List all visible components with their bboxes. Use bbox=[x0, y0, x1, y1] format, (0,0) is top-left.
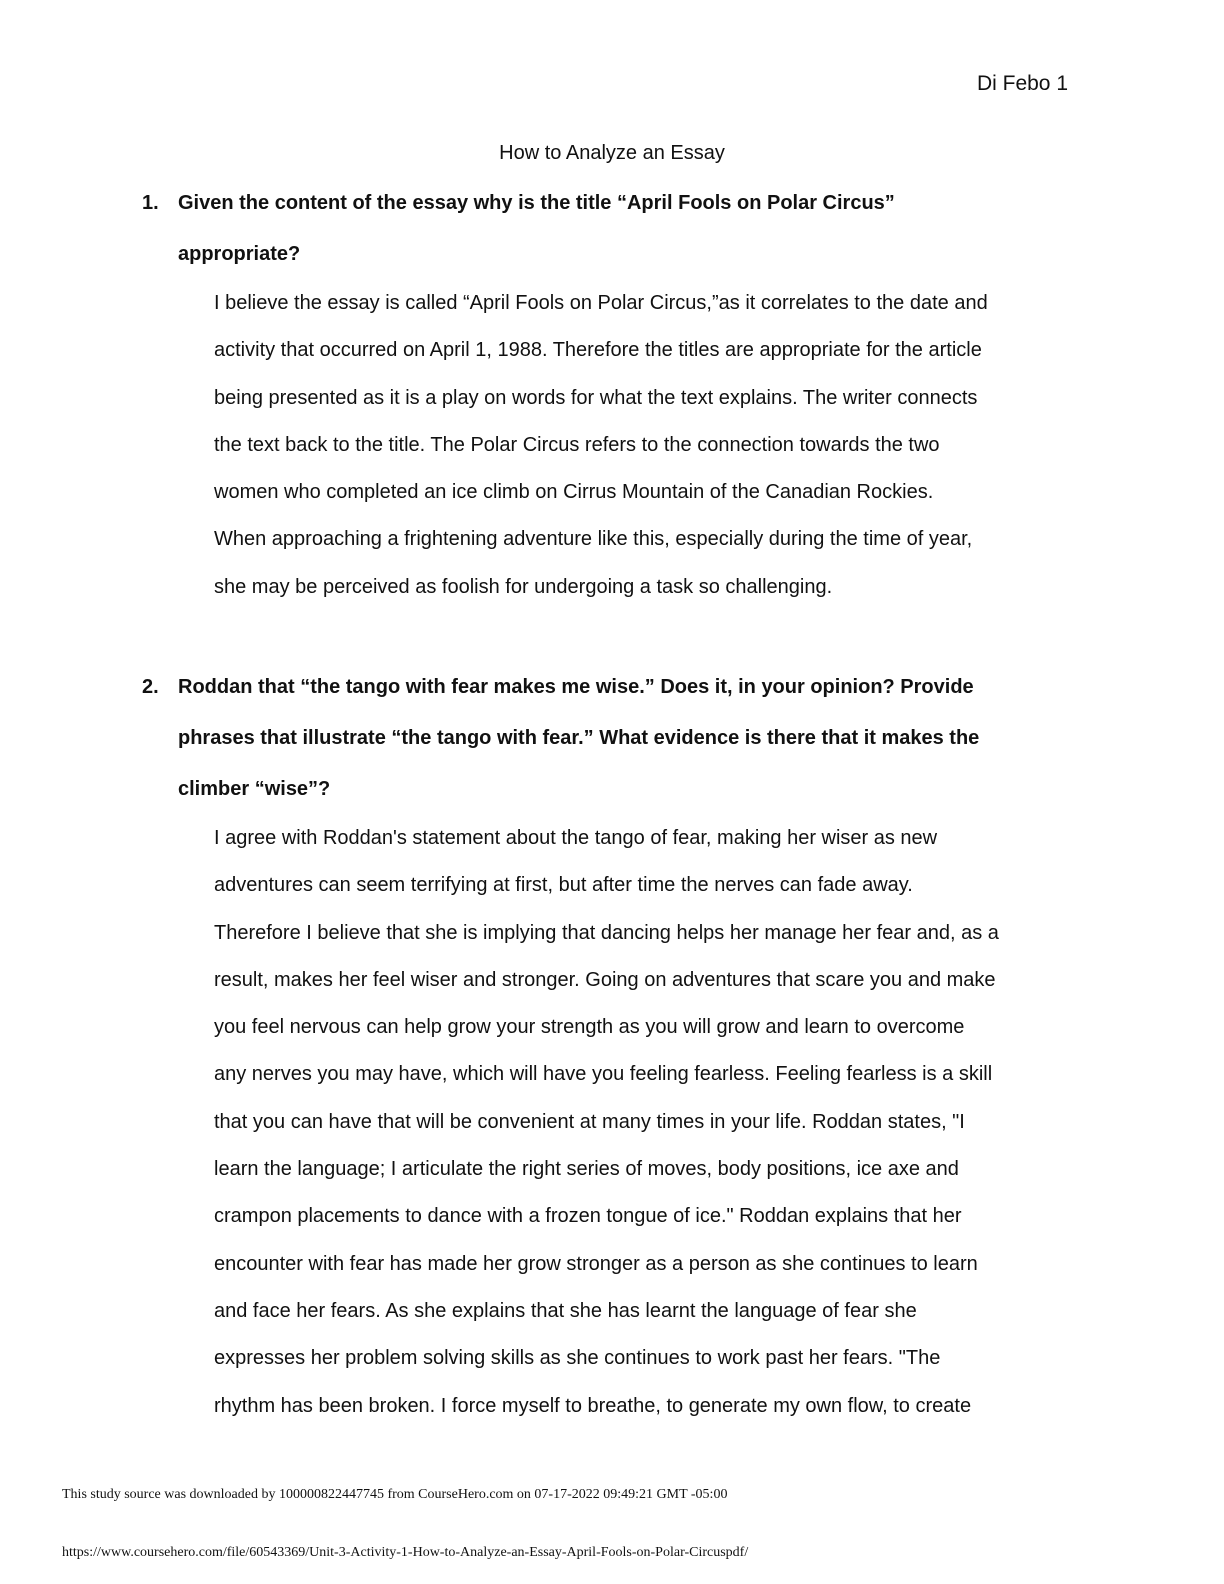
answer-line: expresses her problem solving skills as she continues to work past her fears. "The bbox=[214, 1347, 941, 1370]
answer-1 bbox=[214, 280, 1074, 611]
question-line: Roddan that “the tango with fear makes me wise.” Does it, in your opinion? Provide bbox=[178, 676, 974, 698]
question-line: phrases that illustrate “the tango with fear.” What evidence is there that it makes the bbox=[178, 727, 980, 749]
answer-line: learn the language; I articulate the right series of moves, body positions, ice axe and bbox=[214, 1158, 959, 1181]
answer-line: When approaching a frightening adventure like this, especially during the time of year, bbox=[214, 528, 973, 551]
question-line: Given the content of the essay why is the title “April Fools on Polar Circus” bbox=[178, 192, 895, 214]
answer-line: encounter with fear has made her grow stronger as a person as she continues to learn bbox=[214, 1252, 978, 1275]
answer-2 bbox=[214, 815, 1074, 1430]
question-line: climber “wise”? bbox=[178, 778, 331, 800]
question-number: 1. bbox=[142, 192, 159, 214]
question-block-2 bbox=[0, 662, 1224, 1430]
document-title: How to Analyze an Essay bbox=[499, 142, 725, 164]
source-url[interactable]: https://www.coursehero.com/file/60543369/Unit-3-Activity-1-How-to-Analyze-an-Essay-April-Fools-on-Polar-Circuspdf/ bbox=[62, 1545, 749, 1560]
question-block-1 bbox=[0, 178, 1224, 611]
answer-line: being presented as it is a play on words for what the text explains. The writer connects bbox=[214, 386, 978, 409]
answer-line: rhythm has been broken. I force myself to breathe, to generate my own flow, to create bbox=[214, 1394, 972, 1417]
answer-line: adventures can seem terrifying at first, but after time the nerves can fade away. bbox=[214, 874, 913, 897]
answer-line: you feel nervous can help grow your strength as you will grow and learn to overcome bbox=[214, 1016, 965, 1039]
answer-line: she may be perceived as foolish for undergoing a task so challenging. bbox=[214, 575, 833, 598]
answer-line: that you can have that will be convenient at many times in your life. Roddan states, "I bbox=[214, 1110, 965, 1133]
answer-line: I agree with Roddan's statement about the tango of fear, making her wiser as new bbox=[214, 827, 938, 849]
download-notice: This study source was downloaded by 100000822447745 from CourseHero.com on 07-17-2022 09:49:21 GMT -05:00 bbox=[62, 1487, 728, 1502]
answer-line: the text back to the title. The Polar Circus refers to the connection towards the two bbox=[214, 433, 940, 456]
question-1 bbox=[142, 178, 1058, 280]
page-header-label: Di Febo 1 bbox=[976, 72, 1068, 95]
answer-line: Therefore I believe that she is implying that dancing helps her manage her fear and, as a bbox=[214, 921, 999, 944]
question-line: appropriate? bbox=[178, 243, 301, 265]
answer-line: I believe the essay is called “April Fools on Polar Circus,”as it correlates to the date and bbox=[214, 292, 988, 314]
answer-line: crampon placements to dance with a frozen tongue of ice." Roddan explains that her bbox=[214, 1205, 962, 1228]
answer-line: and face her fears. As she explains that she has learnt the language of fear she bbox=[214, 1299, 917, 1322]
answer-line: any nerves you may have, which will have you feeling fearless. Feeling fearless is a skill bbox=[214, 1063, 993, 1086]
question-2 bbox=[142, 662, 1058, 815]
answer-line: result, makes her feel wiser and stronger. Going on adventures that scare you and make bbox=[214, 968, 996, 991]
answer-line: activity that occurred on April 1, 1988. Therefore the titles are appropriate for the article bbox=[214, 339, 982, 362]
answer-line: women who completed an ice climb on Cirrus Mountain of the Canadian Rockies. bbox=[214, 481, 934, 504]
question-number: 2. bbox=[142, 676, 159, 698]
